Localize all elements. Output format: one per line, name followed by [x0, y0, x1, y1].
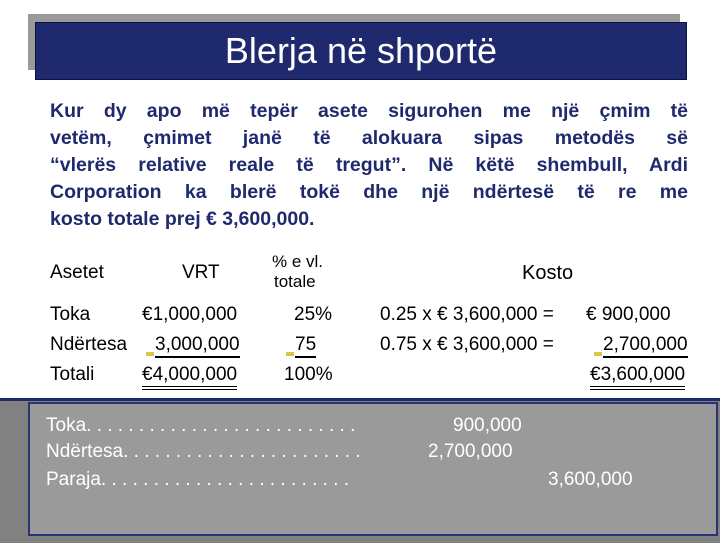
row-cost: 2,700,000 [603, 334, 688, 358]
intro-line: Corporation ka blerë tokë dhe një ndërtesë të re me [50, 181, 688, 203]
row-pct: 75 [295, 334, 316, 358]
intro-line: vetëm, çmimet janë të alokuara sipas metodës së [50, 127, 688, 149]
marker-dot [594, 352, 602, 356]
header-pct-line2: totale [274, 272, 316, 291]
marker-dot [286, 352, 294, 356]
row-vrt: €4,000,000 [142, 364, 237, 390]
journal-debit: 900,000 [453, 415, 522, 436]
row-asset: Ndërtesa [50, 334, 128, 355]
marker-dot [146, 352, 154, 356]
row-vrt: 3,000,000 [155, 334, 240, 358]
journal-label: Ndërtesa. . . . . . . . . . . . . . . . . . . . . . . [46, 441, 361, 462]
journal-label: Paraja. . . . . . . . . . . . . . . . . . . . . . . . [46, 469, 350, 490]
row-calc: 0.25 x € 3,600,000 = [380, 304, 554, 325]
header-cost: Kosto [522, 262, 574, 284]
row-vrt: €1,000,000 [142, 304, 238, 325]
intro-line: Kur dy apo më tepër asete sigurohen me një çmim të [50, 100, 688, 122]
row-pct: 100% [284, 364, 333, 385]
journal-label: Toka. . . . . . . . . . . . . . . . . . . . . . . . . . [46, 415, 356, 436]
row-cost: € 900,000 [586, 304, 671, 325]
header-asset: Asetet [50, 262, 104, 283]
row-calc: 0.75 x € 3,600,000 = [380, 334, 554, 355]
intro-line: kosto totale prej € 3,600,000. [50, 208, 315, 230]
journal-debit: 2,700,000 [428, 441, 513, 462]
journal-credit: 3,600,000 [548, 469, 633, 490]
intro-line: “vlerës relative reale të tregut”. Në këtë shembull, Ardi [50, 154, 688, 176]
intro-paragraph [50, 98, 688, 233]
header-pct-line1: % e vl. [272, 252, 324, 271]
row-asset: Totali [50, 364, 95, 385]
row-pct: 25% [294, 304, 333, 325]
header-vrt: VRT [182, 262, 220, 283]
title-banner [35, 22, 687, 80]
page-title: Blerja në shportë [224, 30, 498, 71]
row-asset: Toka [50, 304, 91, 325]
row-cost: €3,600,000 [590, 364, 685, 390]
